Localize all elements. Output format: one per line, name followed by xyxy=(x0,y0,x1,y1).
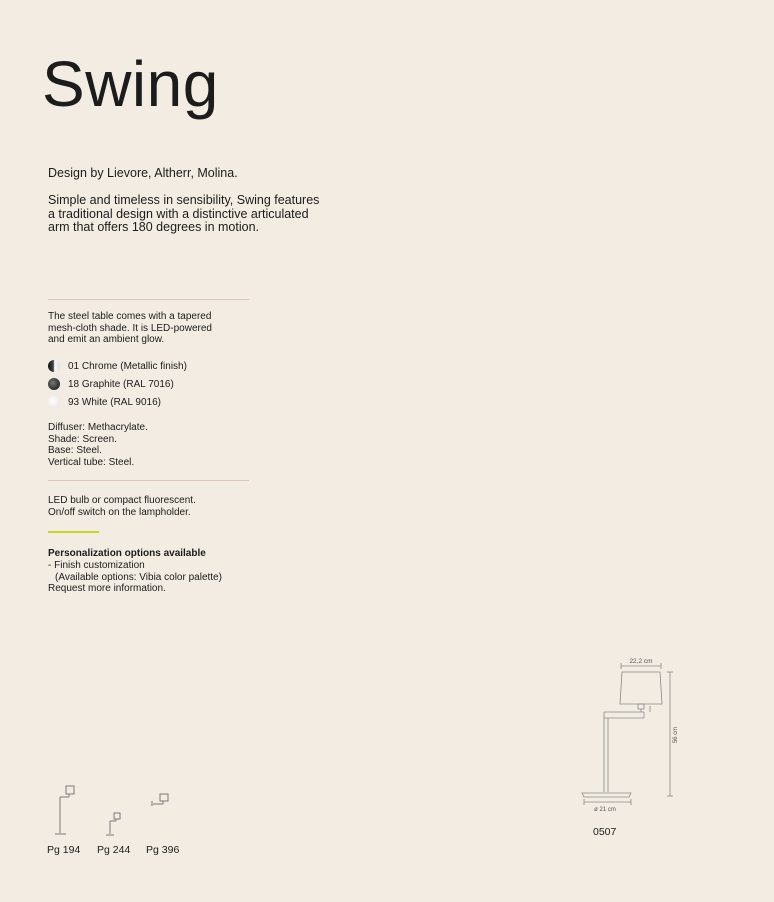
material-line: Base: Steel. xyxy=(48,445,102,456)
width-label: 22,2 cm xyxy=(629,658,653,665)
product-title: Swing xyxy=(42,48,219,120)
finish-label: 01 Chrome (Metallic finish) xyxy=(68,360,187,372)
intro-line: arm that offers 180 degrees in motion. xyxy=(48,220,259,234)
page-ref-194[interactable]: Pg 194 xyxy=(47,844,81,856)
related-lamps-thumbnails xyxy=(50,780,180,840)
power-line: On/off switch on the lampholder. xyxy=(48,507,191,518)
intro-line: a traditional design with a distinctive articulated xyxy=(48,206,309,221)
finish-item-graphite xyxy=(48,375,187,393)
technical-drawing xyxy=(570,652,690,817)
finish-list xyxy=(48,357,187,411)
lamp-shade xyxy=(620,672,662,704)
material-line: Vertical tube: Steel. xyxy=(48,456,135,468)
floor-lamp-thumbnail[interactable] xyxy=(55,786,74,834)
description-line: mesh-cloth shade. It is LED-powered xyxy=(48,322,212,334)
description-line: The steel table comes with a tapered xyxy=(48,311,212,322)
wall-lamp-thumbnail[interactable] xyxy=(152,794,168,806)
personalization-block xyxy=(48,548,222,595)
base-label: ø 21 cm xyxy=(594,807,616,813)
finish-item-white xyxy=(48,393,187,411)
intro-line: Simple and timeless in sensibility, Swing features xyxy=(48,193,320,207)
accent-bar xyxy=(48,531,99,533)
intro-text xyxy=(48,194,338,235)
material-line: Shade: Screen. xyxy=(48,433,117,445)
page-ref-244[interactable]: Pg 244 xyxy=(97,844,131,856)
lamp-base xyxy=(582,793,631,797)
finish-label: 93 White (RAL 9016) xyxy=(68,396,162,408)
graphite-swatch xyxy=(48,378,60,390)
product-code: 0507 xyxy=(593,826,617,838)
power-info xyxy=(48,495,196,519)
personalization-heading: Personalization options available xyxy=(48,548,206,559)
material-line: Diffuser: Methacrylate. xyxy=(48,422,148,433)
designer-credit: Design by Lievore, Altherr, Molina. xyxy=(48,166,238,180)
chrome-swatch xyxy=(48,360,60,372)
table-lamp-thumbnail[interactable] xyxy=(106,813,120,835)
page-ref-396[interactable]: Pg 396 xyxy=(146,844,180,856)
power-line: LED bulb or compact fluorescent. xyxy=(48,495,196,506)
white-swatch xyxy=(48,396,60,408)
finish-label: 18 Graphite (RAL 7016) xyxy=(68,378,174,390)
divider xyxy=(48,299,249,300)
product-description xyxy=(48,311,212,346)
height-label: 56 cm xyxy=(673,726,679,744)
finish-item-chrome xyxy=(48,357,187,375)
personalization-line: (Available options: Vibia color palette) xyxy=(55,571,222,583)
personalization-line: - Finish customization xyxy=(48,559,145,571)
divider xyxy=(48,480,249,481)
materials-list xyxy=(48,422,148,468)
request-info-link[interactable]: Request more information. xyxy=(48,583,166,595)
description-line: and emit an ambient glow. xyxy=(48,334,165,345)
